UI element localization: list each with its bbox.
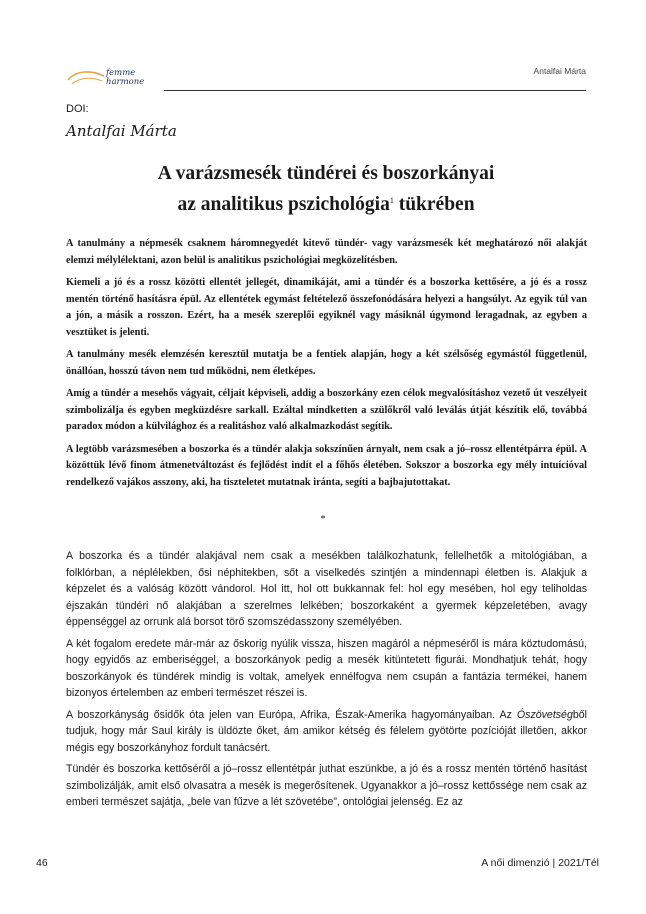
journal-footer: A női dimenzió | 2021/Tél (481, 857, 599, 869)
body-paragraph: A két fogalom eredete már-már az őskorig nyúlik vissza, hiszen magáról a népmeséről is mára köztudomású, hogy egyidős az emberiséggel, a boszorkányok pedig a mesék kitüntetett figurái. Mondhatjuk tehát, hogy boszorkányok és tündérek mindig is voltak, amelyek ennélfogva nem csupán a fantázia termékei, hanem bizonyos értelemben az emberi természet részei is. (66, 637, 587, 699)
abstract (66, 236, 587, 497)
body-paragraph (66, 707, 587, 757)
section-separator: * (320, 514, 326, 525)
title-line-2-main: az analitikus pszichológia (177, 194, 390, 215)
body-paragraph: A boszorka és a tündér alakjával nem csak a mesékben találkozhatunk, fellelhetők a mitológiában, a folklórban, a néplélekben, ősi néphitekben, sőt a viselkedés szintjén a mindennapi életben is. Alakjuk a képzelet és a valóság között vándorol. Hol itt, hol ott bukkannak fel: hol egy mesében, hol egy teliholdas éjszakán tündéri nő alakjában a szerelmes lelkében; boszorkaként a gyermek képzeletében, avagy éppenséggel az orrunk alá borsot törő szomszédasszony személyében. (66, 550, 587, 628)
doi-label: DOI: (66, 103, 89, 115)
header-rule (164, 90, 586, 91)
logo-line-1: femme (106, 68, 136, 78)
body-text-run: A boszorkányság ősidők óta jelen van Európa, Afrika, Észak-Amerika hagyományaiban. Az (66, 708, 517, 721)
body-text (66, 548, 587, 816)
article-title (66, 160, 586, 218)
logo-line-2: harmone (106, 77, 145, 87)
footnote-mark: 1 (389, 196, 394, 205)
journal-logo (66, 64, 161, 94)
abstract-paragraph: Amíg a tündér a mesehős vágyait, céljait képviseli, addig a boszorkány ezen célok megvalósításhoz vezető út veszélyeit szimbolizálja és egyben megküzdésre sarkall. Ezáltal mindketten a szülőkről való leválás útját készítik elő, továbbá paradox módon a külvilághoz és a realitáshoz való alkalmazkodást segítik. (66, 388, 587, 432)
abstract-paragraph: Kiemeli a jó és a rossz közötti ellentét jellegét, dinamikáját, ami a tündér és a boszorka kettősére, a jó és a rossz mentén történő hasításra épül. Az ellentétek egymást feltételező összefonódására helyezi a hangsúlyt. Az egyik túl van a jón, a másik a rosszon. Ezért, ha a mesék szereplői egyiknél vagy másiknál úgymond leragadnak, az egyben a vesztüket is jelenti. (66, 277, 587, 338)
running-header (66, 64, 586, 94)
abstract-paragraph: A legtöbb varázsmesében a boszorka és a tündér alakja sokszínűen árnyalt, nem csak a jó–rossz ellentétpárra épül. A közöttük lévő finom átmenetváltozást és fejlődést indít el a főhős életében. Sokszor a boszorka egy mély intuícióval rendelkező vajákos asszony, aki, ha tiszteletet mutatnak iránta, segíti a bajbajutottakat. (66, 443, 587, 488)
title-line-1: A varázsmesék tündérei és boszorkányai (157, 163, 495, 184)
title-line-2 (66, 187, 586, 218)
swoosh-icon (66, 66, 106, 90)
header-author: Antalfai Márta (533, 66, 586, 76)
abstract-paragraph: A tanulmány mesék elemzésén keresztül mutatja be a fentiek alapján, hogy a két szélsőség egymástól függetlenül, önállóan, hosszú távon nem tud működni, nem életképes. (66, 349, 587, 377)
title-line-2-end: tükrében (393, 194, 475, 215)
page-number: 46 (36, 857, 48, 869)
article-author: Antalfai Márta (66, 122, 177, 140)
body-paragraph: Tündér és boszorka kettőséről a jó–rossz ellentétpár juthat eszünkbe, a jó és a rossz mentén történő hasítást szimbolizálják, amit első olvasatra a mesék is megerősítenek. Ugyanakkor a jó–rossz kettőssége nem csak az emberi természet sajátja, „bele van fűzve a lét szövetébe”, ontológiai jelenség. Ez az (66, 763, 587, 808)
abstract-paragraph: A tanulmány a népmesék csaknem háromnegyedét kitevő tündér- vagy varázsmesék két meghatározó női alakját elemzi mélylélektani, azon belül is analitikus pszichológiai megközelítésben. (66, 238, 587, 266)
emphasis-text: Ószövetség (516, 708, 573, 721)
body-text-run: ből tudjuk, hogy már Saul király is üldözte őket, ám amikor kétség és félelem gyötörte pozícióját illetően, akkor mégis egy boszorkányhoz fordult tanácsért. (66, 708, 587, 754)
